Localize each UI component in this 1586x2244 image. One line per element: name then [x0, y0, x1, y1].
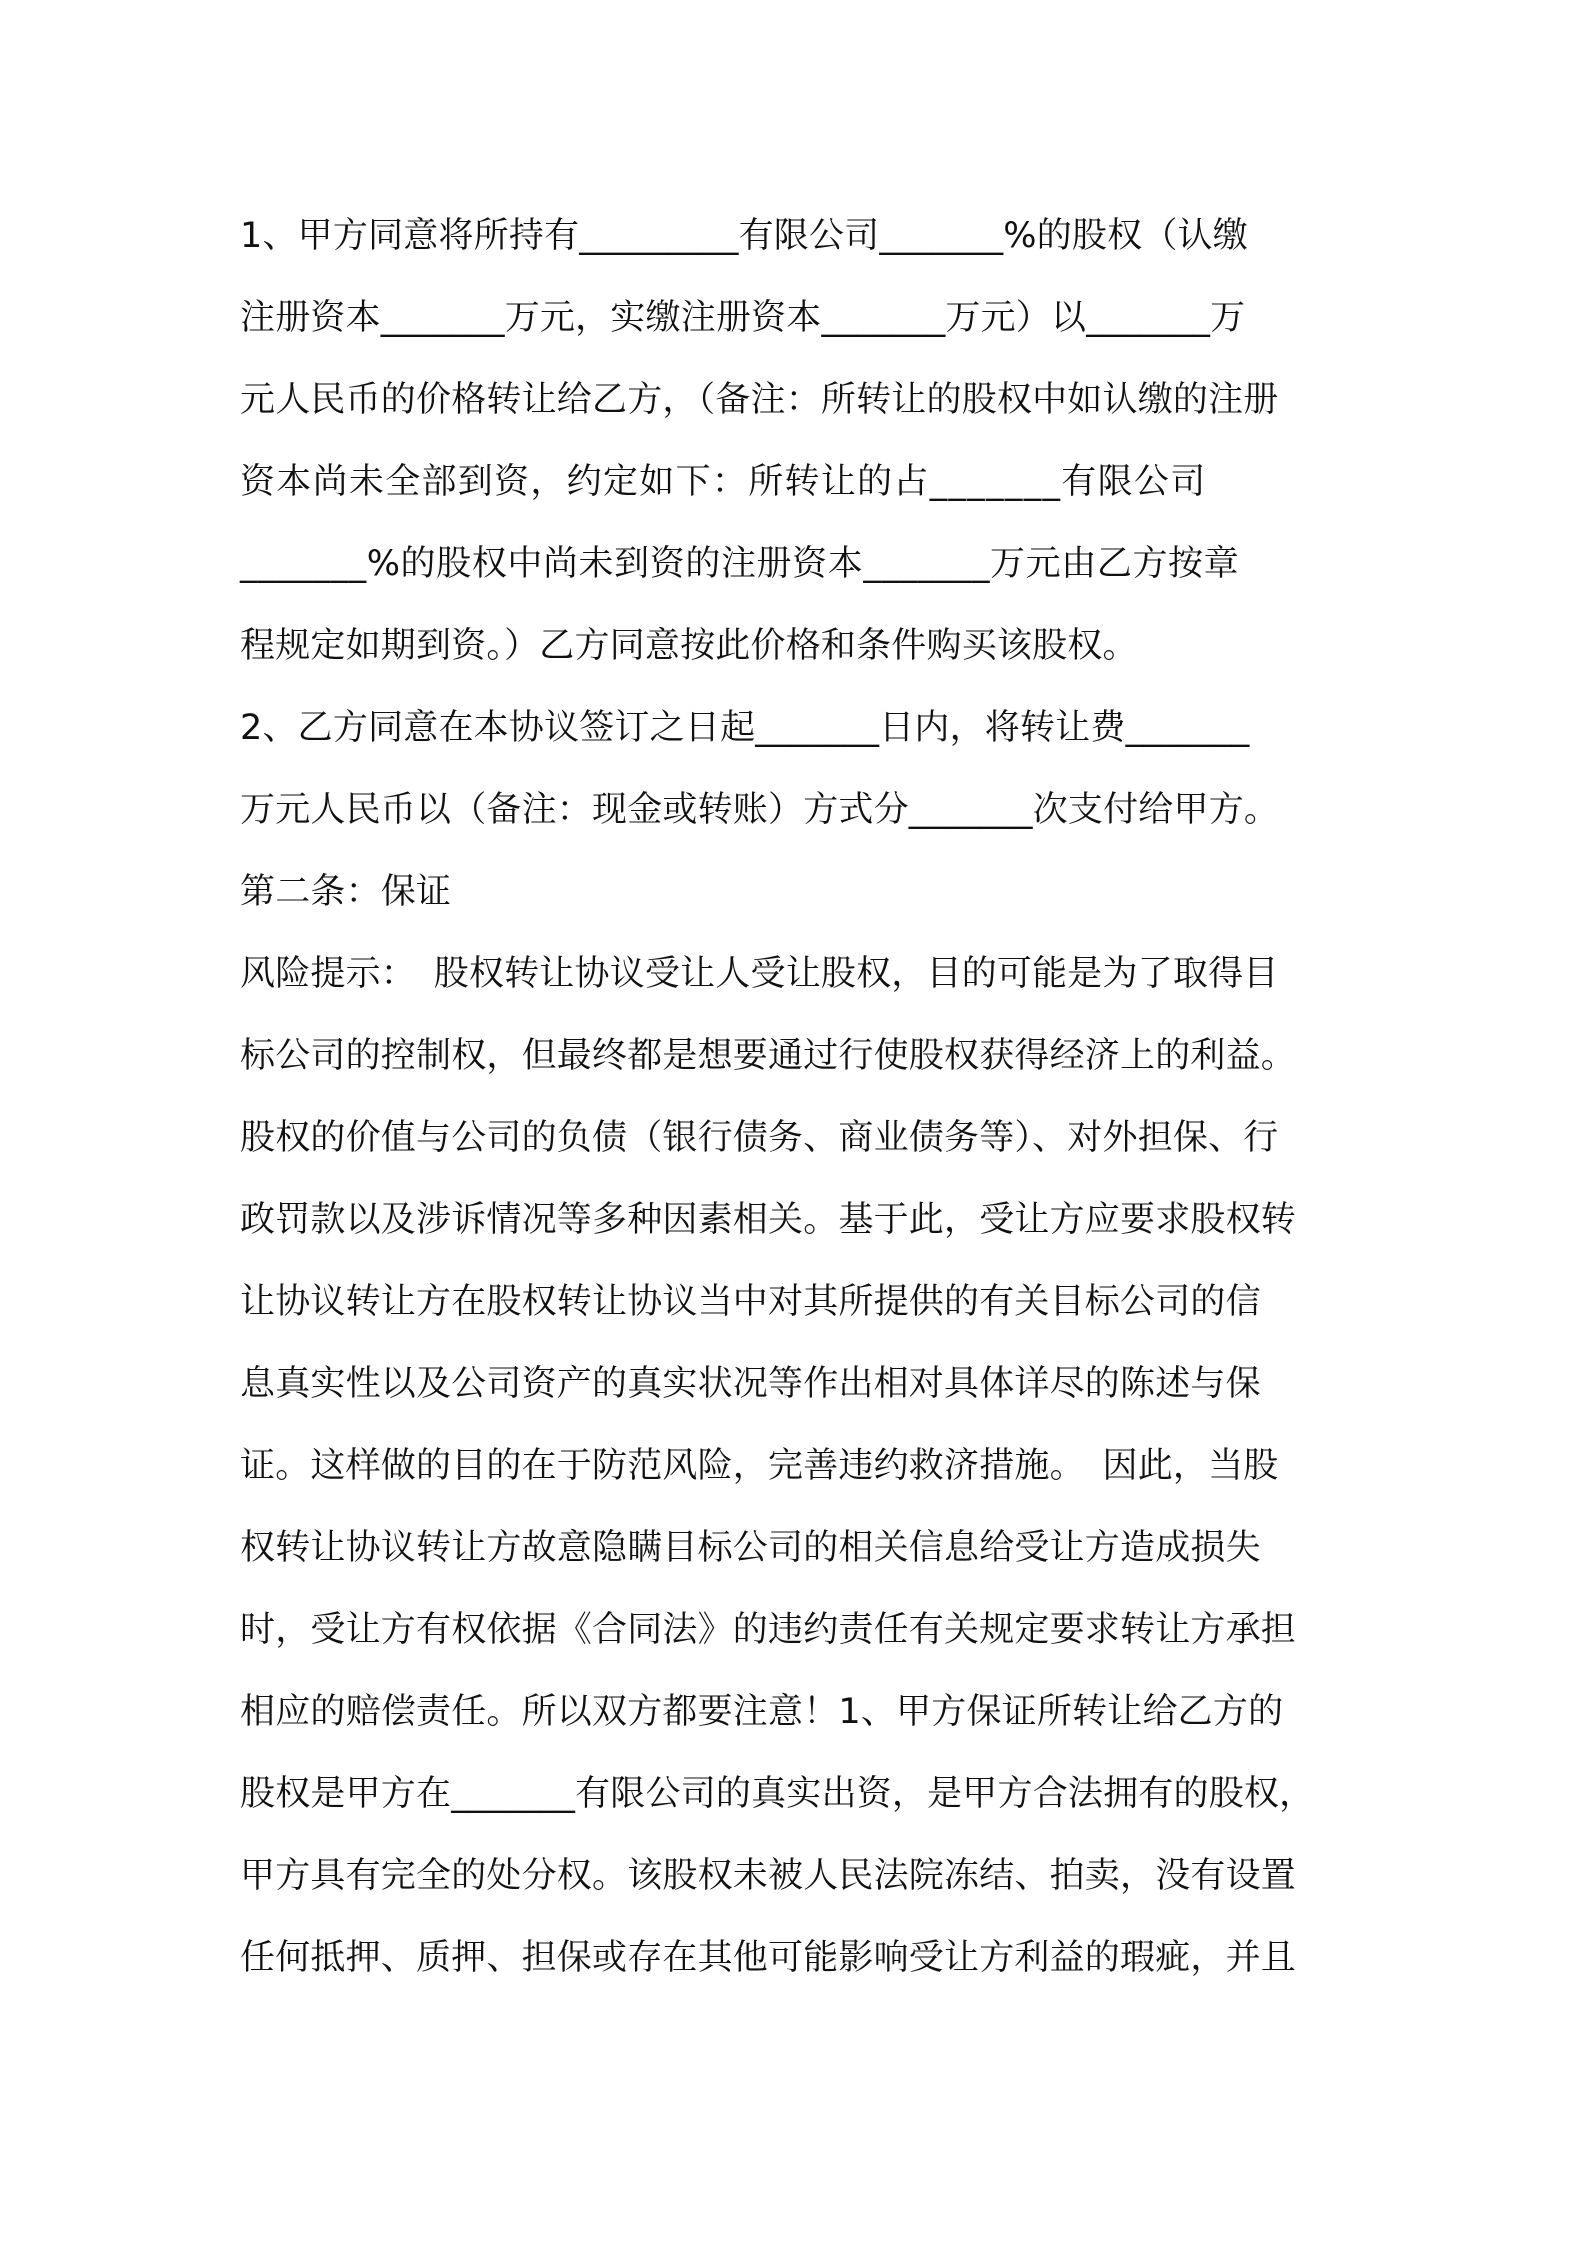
text-line: 1、甲方同意将所持有_________有限公司_______%的股权（认缴: [240, 216, 1248, 256]
text-line: 甲方具有完全的处分权。该股权未被人民法院冻结、拍卖，没有设置: [240, 1856, 1297, 1896]
text-line: 任何抵押、质押、担保或存在其他可能影响受让方利益的瑕疵，并且: [240, 1938, 1297, 1978]
text-line: 时，受让方有权依据《合同法》的违约责任有关规定要求转让方承担: [240, 1610, 1297, 1650]
text-line: 2、乙方同意在本协议签订之日起_______日内，将转让费_______: [240, 708, 1250, 748]
text-line: 注册资本_______万元，实缴注册资本_______万元）以_______万: [240, 298, 1246, 338]
text-line: 元人民币的价格转让给乙方，（备注：所转让的股权中如认缴的注册: [240, 380, 1279, 420]
text-line: 股权是甲方在_______有限公司的真实出资，是甲方合法拥有的股权，: [240, 1774, 1315, 1814]
text-line: 资本尚未全部到资，约定如下：所转让的占_______有限公司: [240, 462, 1207, 502]
text-line: 股权的价值与公司的负债（银行债务、商业债务等）、对外担保、行: [240, 1118, 1279, 1158]
text-line: 风险提示： 股权转让协议受让人受让股权，目的可能是为了取得目: [240, 954, 1279, 994]
text-line: 政罚款以及涉诉情况等多种因素相关。基于此，受让方应要求股权转: [240, 1200, 1297, 1240]
text-line: 息真实性以及公司资产的真实状况等作出相对具体详尽的陈述与保: [240, 1364, 1261, 1404]
text-line: 标公司的控制权，但最终都是想要通过行使股权获得经济上的利益。: [240, 1036, 1297, 1076]
section-heading: 第二条：保证: [240, 872, 452, 912]
text-line: _______%的股权中尚未到资的注册资本_______万元由乙方按章: [240, 544, 1240, 584]
text-line: 程规定如期到资。）乙方同意按此价格和条件购买该股权。: [240, 626, 1138, 666]
text-line: 证。这样做的目的在于防范风险，完善违约救济措施。 因此，当股: [240, 1446, 1279, 1486]
text-line: 万元人民币以（备注：现金或转账）方式分_______次支付给甲方。: [240, 790, 1280, 830]
text-line: 权转让协议转让方故意隐瞒目标公司的相关信息给受让方造成损失: [240, 1528, 1261, 1568]
document-body: [240, 195, 1350, 1999]
text-line: 相应的赔偿责任。所以双方都要注意！1、甲方保证所转让给乙方的: [240, 1692, 1284, 1732]
text-line: 让协议转让方在股权转让协议当中对其所提供的有关目标公司的信: [240, 1282, 1261, 1322]
